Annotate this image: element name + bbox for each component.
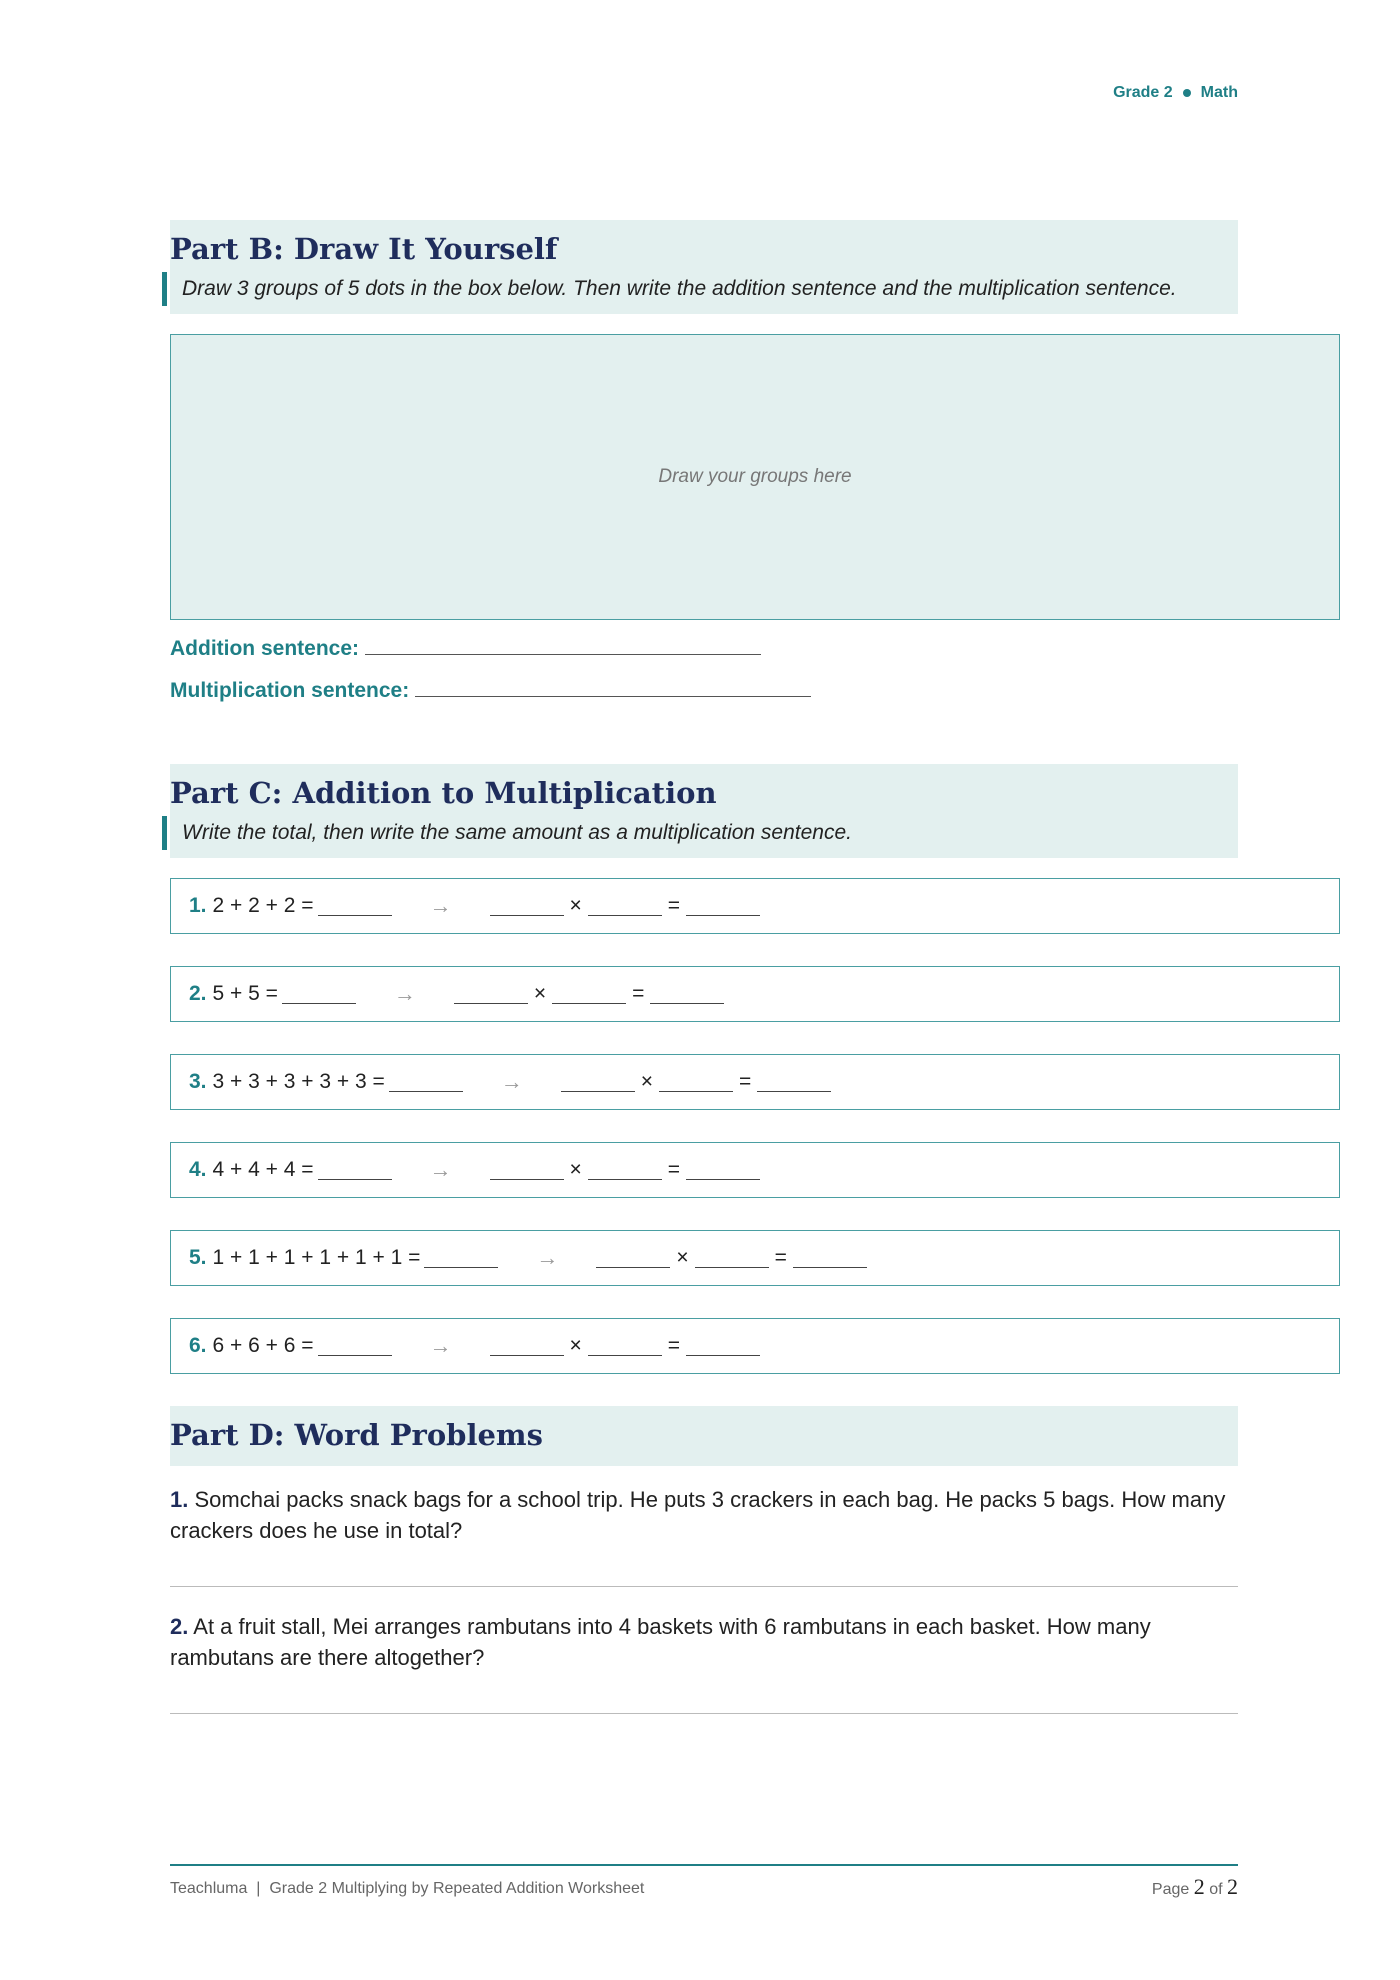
subject-label: Math	[1200, 84, 1238, 101]
multiplication-sentence-label: Multiplication sentence:	[170, 679, 410, 702]
total-blank[interactable]	[424, 1249, 498, 1268]
factor-blank[interactable]	[490, 897, 564, 916]
equation-number: 2.	[189, 982, 207, 1005]
word-problem	[170, 1484, 1238, 1546]
answer-line[interactable]	[170, 1713, 1238, 1714]
times-symbol: ×	[640, 1070, 654, 1093]
footer-title: Teachluma | Grade 2 Multiplying by Repeated Addition Worksheet	[170, 1880, 645, 1897]
factor-blank[interactable]	[561, 1073, 635, 1092]
word-problem-number: 2.	[170, 1614, 189, 1639]
total-blank[interactable]	[318, 1337, 392, 1356]
equation-number: 5.	[189, 1246, 207, 1269]
page-number	[1152, 1874, 1238, 1900]
factor-blank[interactable]	[695, 1249, 769, 1268]
page-total: 2	[1227, 1874, 1238, 1899]
equation-number: 4.	[189, 1158, 207, 1181]
word-problem	[170, 1611, 1238, 1673]
factor-blank[interactable]	[552, 985, 626, 1004]
multiplication-sentence-blank[interactable]	[415, 676, 811, 697]
part-b-header	[170, 220, 1238, 314]
part-d-title: Part D: Word Problems	[170, 1418, 543, 1452]
worksheet-content	[170, 220, 1238, 1714]
footer-divider	[170, 1864, 1238, 1866]
part-c-header	[170, 764, 1238, 858]
grade-label: Grade 2	[1113, 84, 1173, 101]
addition-expression: 4 + 4 + 4 =	[212, 1158, 314, 1181]
part-d-header	[170, 1406, 1238, 1466]
total-blank[interactable]	[318, 1161, 392, 1180]
factor-blank[interactable]	[596, 1249, 670, 1268]
multiplication-sentence-row	[170, 676, 1238, 704]
factor-blank[interactable]	[490, 1161, 564, 1180]
word-problem-text: At a fruit stall, Mei arranges rambutans into 4 baskets with 6 rambutans in each basket. How many rambutans are there altogether?	[170, 1614, 1151, 1670]
page-header	[1113, 84, 1238, 102]
drawing-area-placeholder: Draw your groups here	[658, 466, 852, 487]
factor-blank[interactable]	[659, 1073, 733, 1092]
addition-expression: 2 + 2 + 2 =	[212, 894, 314, 917]
page-word: Page	[1151, 1881, 1190, 1898]
part-c-instruction: Write the total, then write the same amount as a multiplication sentence.	[162, 816, 1238, 850]
addition-sentence-row	[170, 634, 1238, 662]
times-symbol: ×	[569, 1158, 582, 1181]
addition-expression: 1 + 1 + 1 + 1 + 1 + 1 =	[212, 1246, 421, 1269]
addition-expression: 5 + 5 =	[212, 982, 278, 1005]
equation-row	[170, 966, 1340, 1022]
equation-row	[170, 1054, 1340, 1110]
arrow-icon: →	[500, 1069, 523, 1094]
page-of: of	[1209, 1881, 1223, 1898]
product-blank[interactable]	[686, 1161, 760, 1180]
product-blank[interactable]	[757, 1073, 831, 1092]
page-current: 2	[1193, 1874, 1205, 1899]
equals-symbol: =	[667, 1158, 681, 1181]
part-b-title: Part B: Draw It Yourself	[170, 232, 558, 266]
factor-blank[interactable]	[588, 1337, 662, 1356]
drawing-area[interactable]	[170, 334, 1340, 620]
factor-blank[interactable]	[588, 897, 662, 916]
times-symbol: ×	[569, 894, 582, 917]
equation-row	[170, 1318, 1340, 1374]
factor-blank[interactable]	[588, 1161, 662, 1180]
addition-expression: 6 + 6 + 6 =	[212, 1334, 314, 1357]
equals-symbol: =	[667, 1334, 681, 1357]
addition-sentence-blank[interactable]	[365, 634, 761, 655]
part-c-title: Part C: Addition to Multiplication	[170, 776, 717, 810]
equation-row	[170, 1142, 1340, 1198]
equals-symbol: =	[774, 1246, 787, 1269]
factor-blank[interactable]	[454, 985, 528, 1004]
word-problem-text: Somchai packs snack bags for a school trip. He puts 3 crackers in each bag. He packs 5 bags. How many crackers does he use in total?	[170, 1487, 1226, 1543]
arrow-icon: →	[429, 893, 452, 918]
equation-row	[170, 1230, 1340, 1286]
arrow-icon: →	[393, 981, 416, 1006]
times-symbol: ×	[676, 1246, 689, 1269]
product-blank[interactable]	[686, 1337, 760, 1356]
total-blank[interactable]	[389, 1073, 463, 1092]
equals-symbol: =	[739, 1070, 752, 1093]
arrow-icon: →	[536, 1245, 559, 1270]
equation-list	[170, 878, 1238, 1374]
addition-expression: 3 + 3 + 3 + 3 + 3 =	[212, 1070, 385, 1093]
times-symbol: ×	[569, 1334, 582, 1357]
total-blank[interactable]	[318, 897, 392, 916]
product-blank[interactable]	[686, 897, 760, 916]
factor-blank[interactable]	[490, 1337, 564, 1356]
times-symbol: ×	[533, 982, 547, 1005]
equation-row	[170, 878, 1340, 934]
equation-number: 6.	[189, 1334, 207, 1357]
arrow-icon: →	[429, 1157, 452, 1182]
equals-symbol: =	[632, 982, 645, 1005]
addition-sentence-label: Addition sentence:	[170, 637, 360, 660]
bullet-dot-icon	[1183, 89, 1191, 97]
product-blank[interactable]	[650, 985, 724, 1004]
product-blank[interactable]	[793, 1249, 867, 1268]
equation-number: 3.	[189, 1070, 207, 1093]
part-b-instruction: Draw 3 groups of 5 dots in the box below. Then write the addition sentence and the multiplication sentence.	[162, 272, 1238, 306]
equation-number: 1.	[189, 894, 207, 917]
word-problem-number: 1.	[170, 1487, 189, 1512]
arrow-icon: →	[429, 1333, 452, 1358]
equals-symbol: =	[667, 894, 681, 917]
answer-line[interactable]	[170, 1586, 1238, 1587]
total-blank[interactable]	[282, 985, 356, 1004]
